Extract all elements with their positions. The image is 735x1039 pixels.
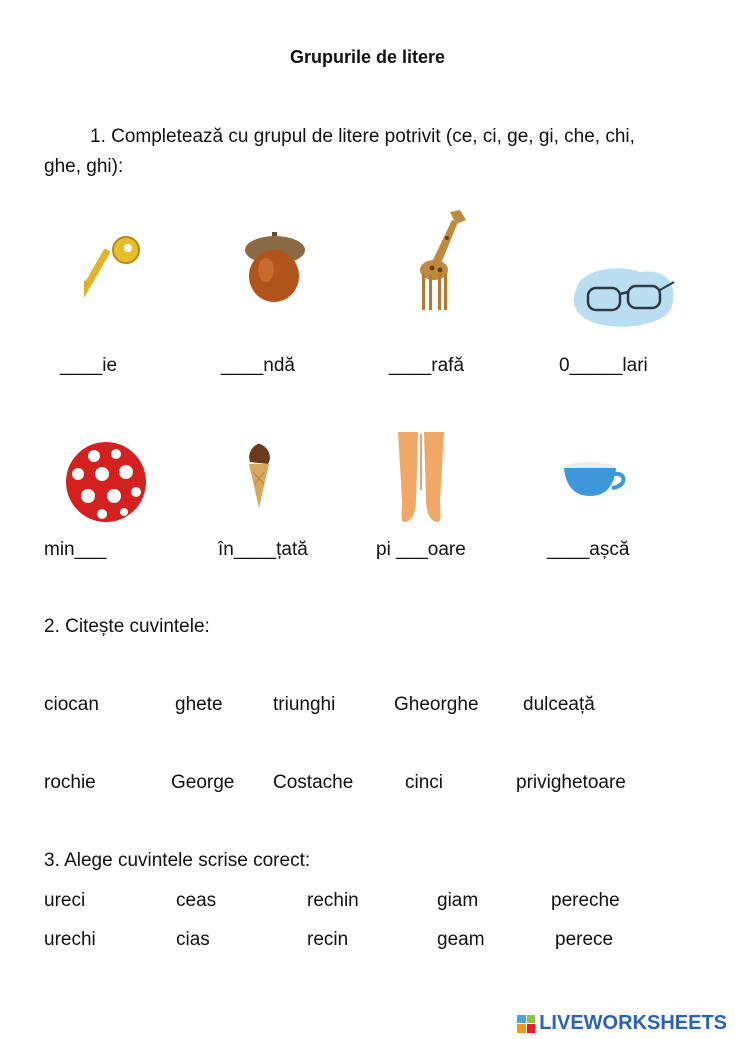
ex3-option[interactable]: ureci: [44, 890, 86, 911]
ex1-blank-2[interactable]: ____ndă: [221, 355, 295, 376]
logo-text: LIVEWORKSHEETS: [539, 1012, 727, 1034]
ex3-option[interactable]: recin: [307, 929, 349, 950]
ex1-blank-1[interactable]: ____ie: [60, 355, 118, 376]
acorn-icon: [240, 230, 310, 306]
liveworksheets-logo: [517, 1012, 727, 1035]
ex2-word: ciocan: [44, 694, 99, 715]
ex1-blank-7[interactable]: pi ___oare: [376, 539, 466, 560]
ex3-option[interactable]: perece: [555, 929, 614, 950]
ex1-instruction-line2: ghe, ghi):: [44, 156, 124, 177]
ex2-word: cinci: [405, 772, 444, 793]
ex3-option[interactable]: rechin: [307, 890, 359, 911]
giraffe-icon: [414, 208, 468, 312]
ex2-word: Costache: [273, 772, 354, 793]
ex2-word: Gheorghe: [394, 694, 479, 715]
ex2-word: ghete: [175, 694, 223, 715]
ex3-option[interactable]: geam: [437, 929, 485, 950]
ex1-blank-8[interactable]: ____așcă: [547, 539, 630, 560]
legs-icon: [396, 430, 446, 526]
ex2-word: rochie: [44, 772, 96, 793]
ex1-blank-3[interactable]: ____rafă: [389, 355, 465, 376]
ex3-option[interactable]: ceas: [176, 890, 217, 911]
cup-icon: [562, 460, 628, 500]
glasses-icon: [570, 262, 680, 332]
ball-icon: [64, 440, 148, 524]
ex3-heading: 3. Alege cuvintele scrise corect:: [44, 850, 311, 871]
ex2-word: George: [171, 772, 235, 793]
ex3-option[interactable]: cias: [176, 929, 210, 950]
key-icon: [84, 232, 144, 316]
ex1-blank-5[interactable]: min___: [44, 539, 107, 560]
ex3-option[interactable]: pereche: [551, 890, 620, 911]
ex2-word: dulceață: [523, 694, 595, 715]
ex1-blank-6[interactable]: în____țată: [218, 539, 308, 560]
ex2-word: privighetoare: [516, 772, 626, 793]
ex3-option[interactable]: giam: [437, 890, 479, 911]
ex2-heading: 2. Citește cuvintele:: [44, 616, 210, 637]
ex1-blank-4[interactable]: 0_____lari: [559, 355, 648, 376]
ice-cream-icon: [244, 440, 274, 510]
ex3-option[interactable]: urechi: [44, 929, 96, 950]
ex1-instruction-line1: 1. Completează cu grupul de litere potrivit (ce, ci, ge, gi, che, chi,: [90, 126, 635, 147]
logo-mark-icon: [517, 1015, 535, 1033]
ex2-word: triunghi: [273, 694, 336, 715]
page-title: Grupurile de litere: [289, 47, 446, 67]
